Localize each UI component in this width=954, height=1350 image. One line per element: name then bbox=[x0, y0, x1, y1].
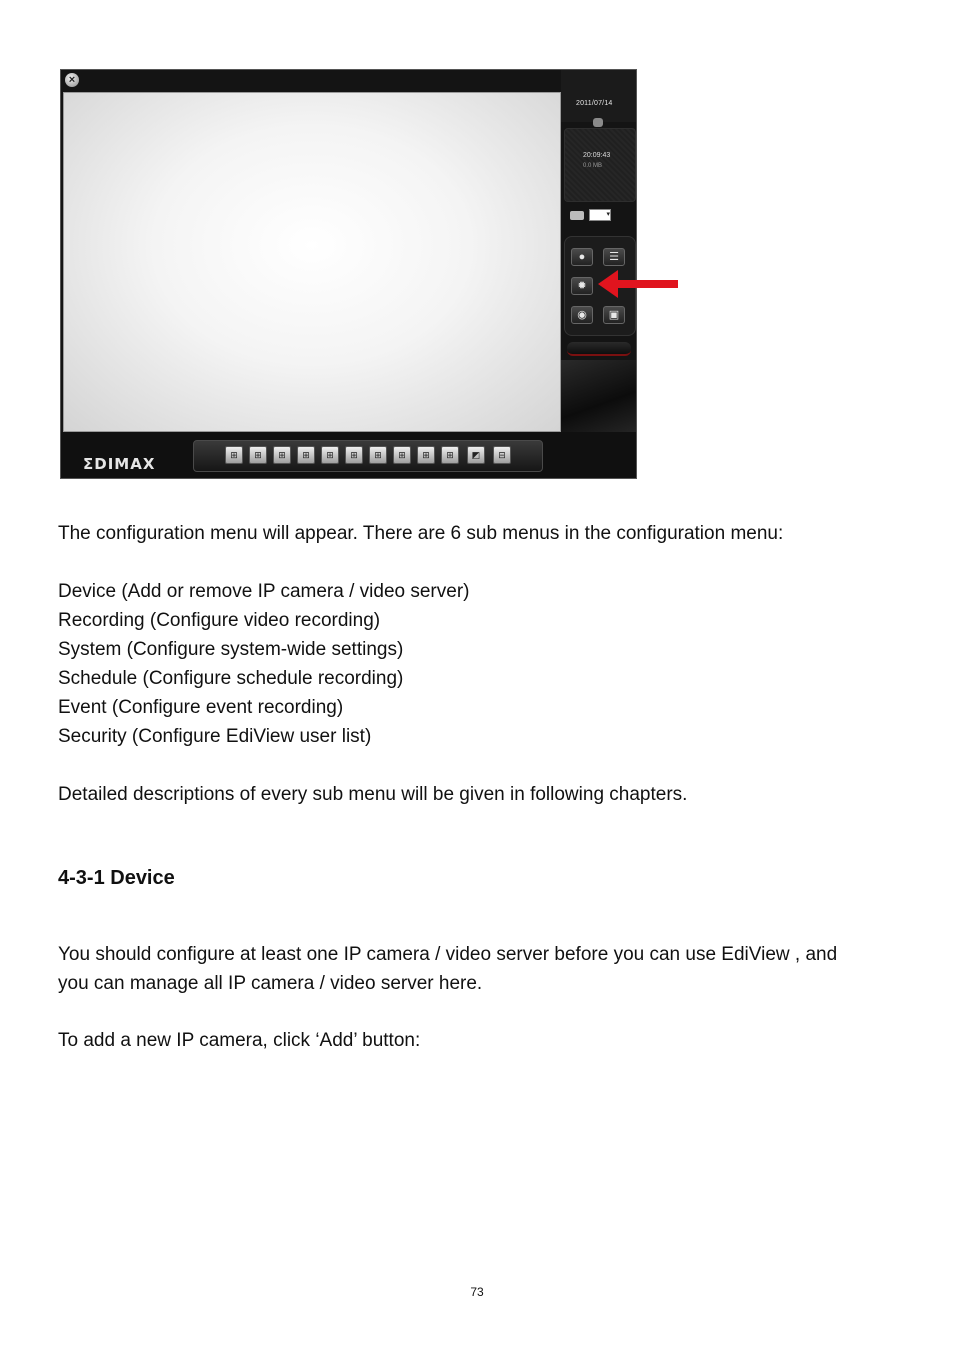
submenu-item: Recording (Configure video recording) bbox=[58, 610, 381, 631]
layout-button[interactable]: ⊞ bbox=[297, 446, 315, 464]
time-display: 20:09:43 bbox=[583, 152, 611, 159]
layout-button[interactable]: ⊞ bbox=[273, 446, 291, 464]
device-paragraph-line2: you can manage all IP camera / video server here. bbox=[58, 973, 483, 994]
submenu-item: Security (Configure EdiView user list) bbox=[58, 726, 372, 747]
disc-button[interactable]: ◉ bbox=[571, 306, 593, 324]
add-instruction: To add a new IP camera, click ‘Add’ button: bbox=[58, 1030, 421, 1051]
section-heading: 4-3-1 Device bbox=[58, 867, 175, 889]
camera-dropdown[interactable]: ▾ bbox=[589, 209, 611, 221]
device-paragraph-line1: You should configure at least one IP camera / video server before you can use EdiView , and bbox=[58, 944, 838, 965]
layout-button[interactable]: ⊞ bbox=[441, 446, 459, 464]
layout-button[interactable]: ⊞ bbox=[393, 446, 411, 464]
layout-button[interactable]: ⊞ bbox=[345, 446, 363, 464]
edimax-logo: ΣDIMAX bbox=[83, 455, 156, 473]
playback-button[interactable]: ▣ bbox=[603, 306, 625, 324]
camera-icon bbox=[570, 211, 584, 220]
sequence-button[interactable]: ⊟ bbox=[493, 446, 511, 464]
intro-paragraph: The configuration menu will appear. There are 6 sub menus in the configuration menu: bbox=[58, 523, 784, 544]
red-arrow-icon bbox=[598, 268, 680, 302]
detail-paragraph: Detailed descriptions of every sub menu will be given in following chapters. bbox=[58, 784, 688, 805]
submenu-item: Device (Add or remove IP camera / video server) bbox=[58, 581, 470, 602]
submenu-item: Schedule (Configure schedule recording) bbox=[58, 668, 404, 689]
fullscreen-button[interactable]: ◩ bbox=[467, 446, 485, 464]
date-display: 2011/07/14 bbox=[576, 100, 613, 107]
side-panel-top bbox=[561, 70, 637, 122]
configuration-button[interactable]: ✹ bbox=[571, 277, 593, 295]
status-bar bbox=[567, 342, 631, 356]
date-knob-icon bbox=[593, 118, 603, 127]
camera-button[interactable]: ● bbox=[571, 248, 593, 266]
layout-button[interactable]: ⊞ bbox=[249, 446, 267, 464]
layout-button[interactable]: ⊞ bbox=[225, 446, 243, 464]
layout-button[interactable]: ⊞ bbox=[417, 446, 435, 464]
close-icon[interactable]: × bbox=[65, 73, 79, 87]
submenu-item: System (Configure system-wide settings) bbox=[58, 639, 404, 660]
ediview-screenshot bbox=[60, 69, 637, 479]
list-button[interactable]: ☰ bbox=[603, 248, 625, 266]
layout-button[interactable]: ⊞ bbox=[369, 446, 387, 464]
camera-selector[interactable] bbox=[570, 209, 620, 223]
disk-usage: 0.0 MB bbox=[583, 163, 603, 169]
page-number: 73 bbox=[470, 1285, 484, 1299]
layout-toolbar bbox=[193, 440, 543, 472]
video-view bbox=[63, 92, 561, 432]
submenu-item: Event (Configure event recording) bbox=[58, 697, 344, 718]
layout-button[interactable]: ⊞ bbox=[321, 446, 339, 464]
